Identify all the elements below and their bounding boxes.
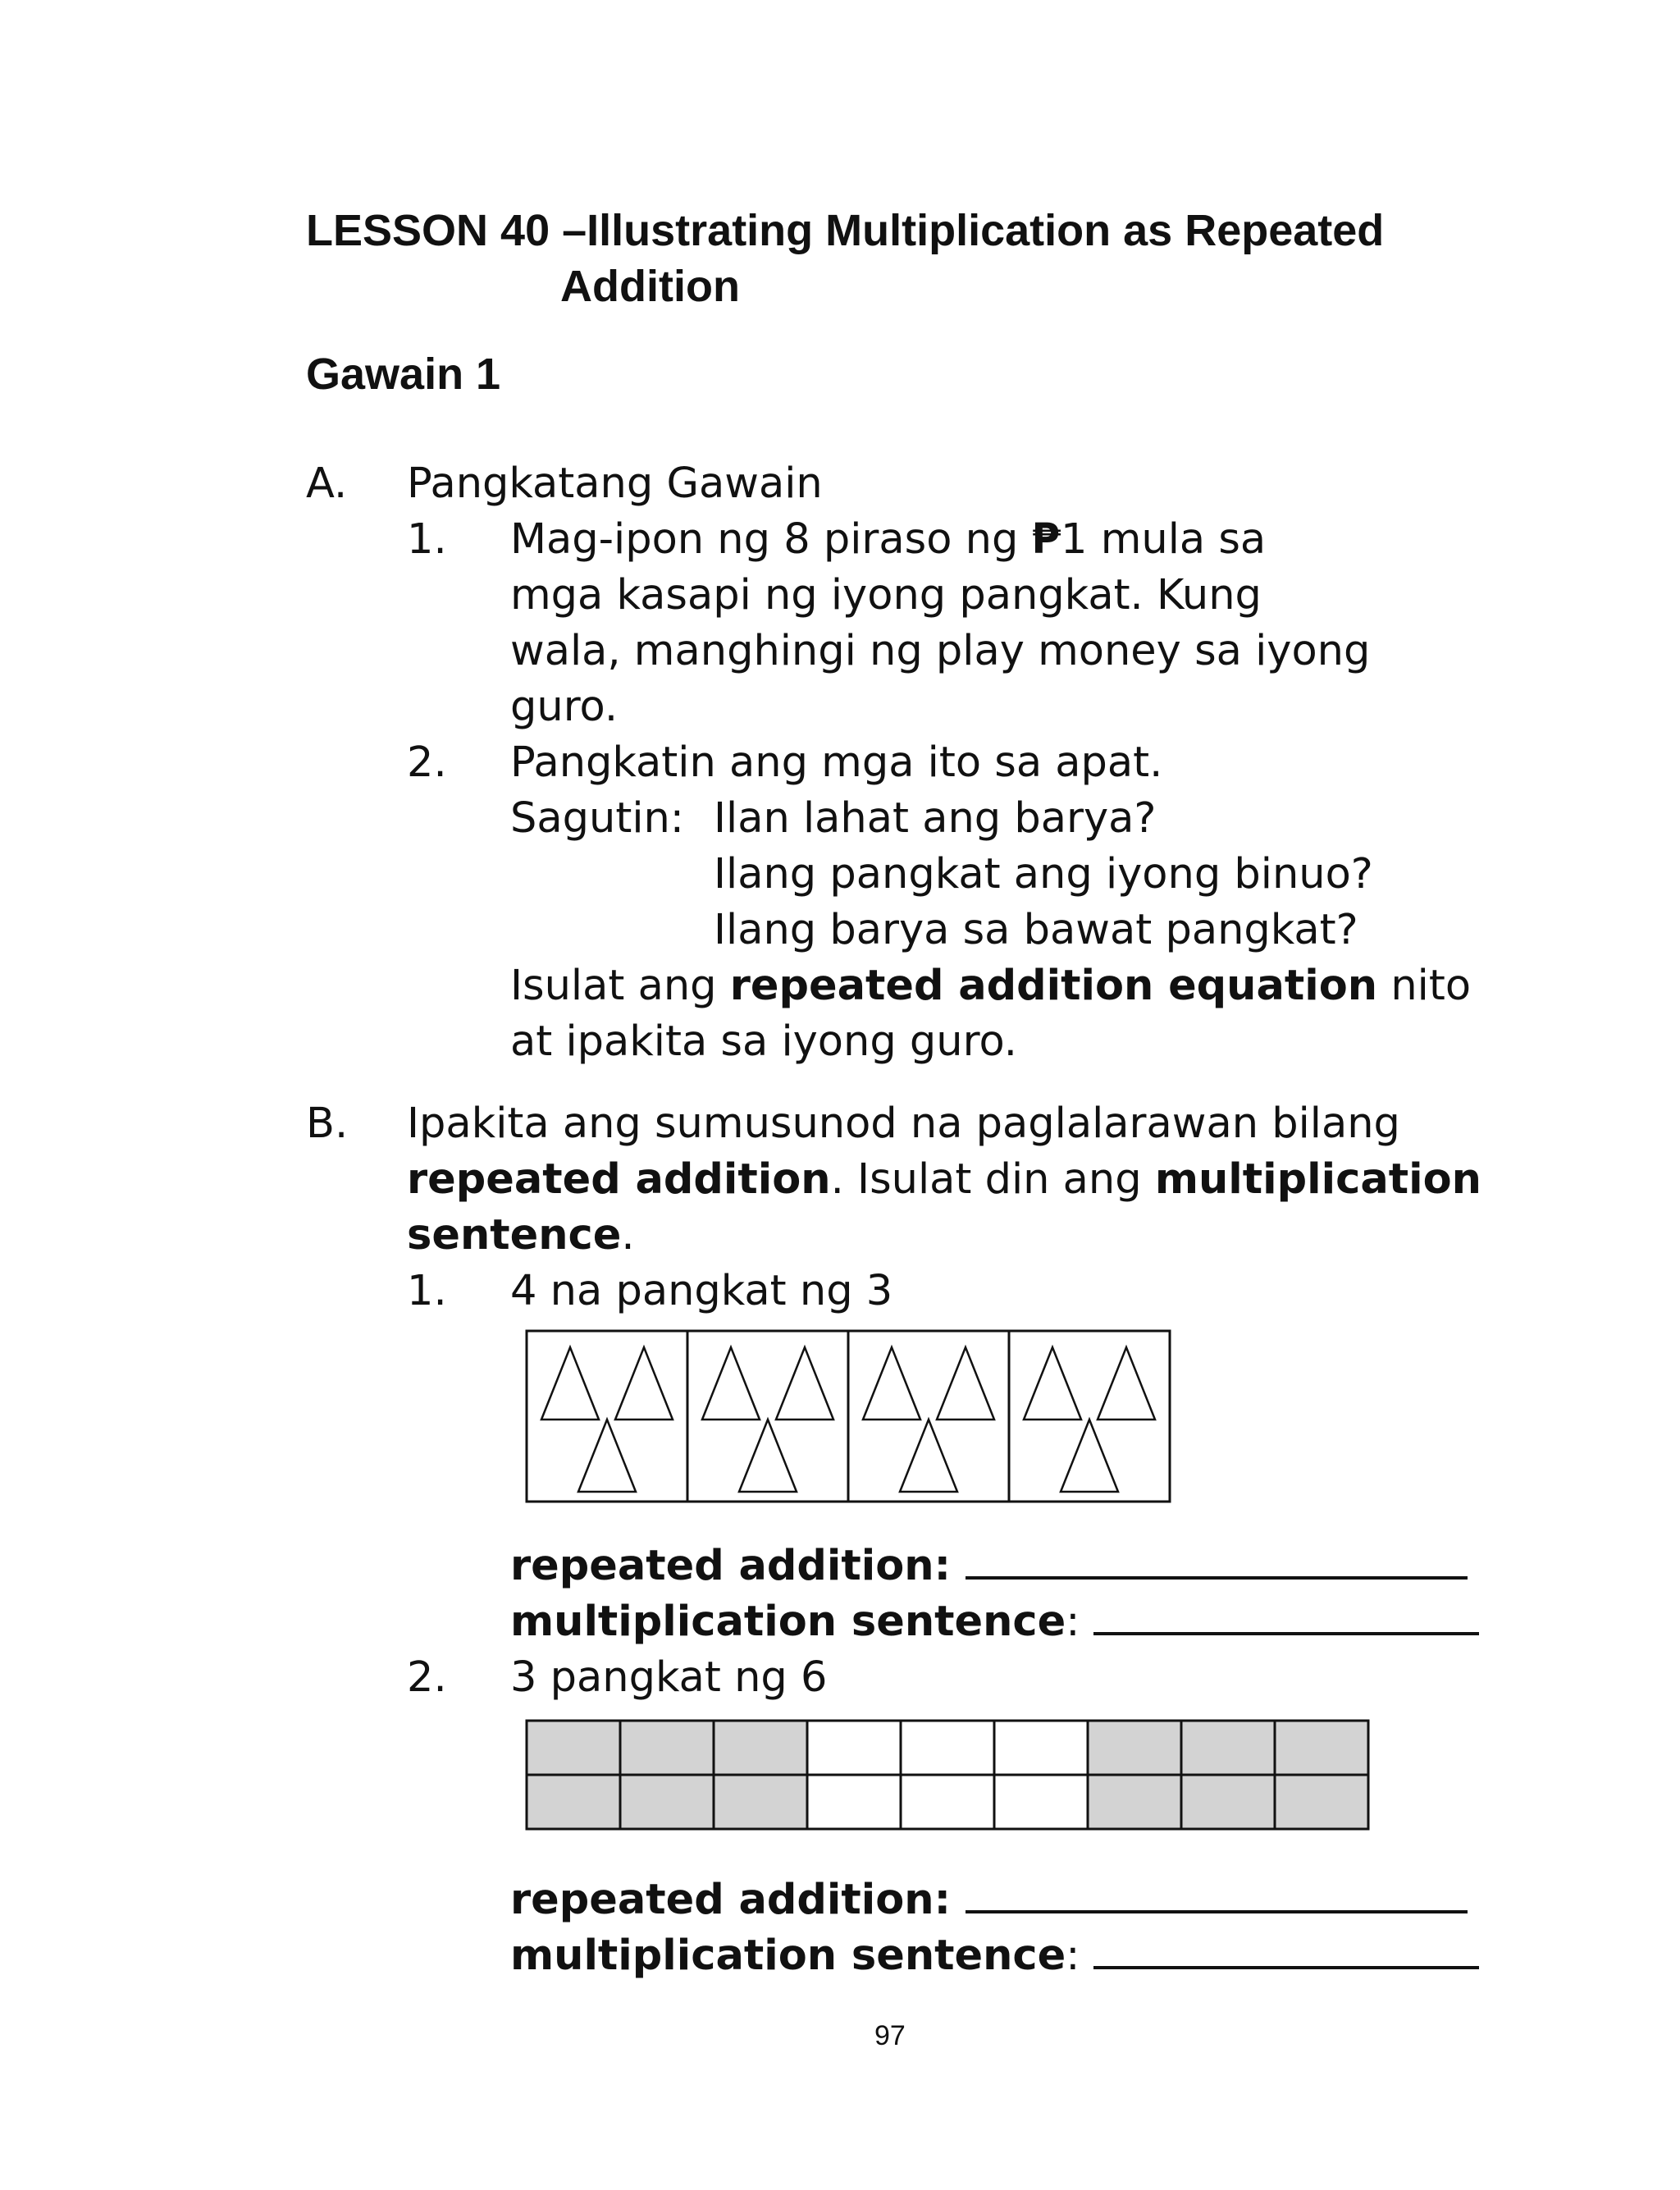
group-square: [1275, 1721, 1368, 1775]
item-b1-marker: 1.: [407, 1267, 447, 1315]
section-b-bold3: sentence: [407, 1211, 622, 1260]
section-b-mid: . Isulat din ang: [830, 1155, 1155, 1204]
item-b2-marker: 2.: [407, 1653, 447, 1702]
item-b1-mult-row: [510, 1594, 1479, 1650]
lesson-title-line2: Addition: [560, 262, 740, 311]
triangle-icon: [578, 1420, 636, 1492]
group-square: [901, 1721, 994, 1775]
write-bold: repeated addition equation: [729, 962, 1378, 1010]
item-b1-repeated-label: repeated addition:: [510, 1542, 951, 1590]
group-square: [901, 1775, 994, 1829]
sagutin-label: Sagutin:: [510, 794, 684, 843]
group-square: [1088, 1721, 1181, 1775]
group-square: [620, 1721, 714, 1775]
item-b2-mult-blank[interactable]: [1093, 1966, 1479, 1969]
group-square: [1275, 1775, 1368, 1829]
activity-title: Gawain 1: [306, 350, 501, 399]
group-square: [1088, 1775, 1181, 1829]
section-a-heading: Pangkatang Gawain: [407, 459, 823, 508]
question-3: Ilang barya sa bawat pangkat?: [714, 906, 1358, 954]
section-b-end: .: [621, 1211, 635, 1260]
group-box: [1009, 1331, 1170, 1502]
write-instruction-line2: at ipakita sa iyong guro.: [510, 1017, 1017, 1066]
triangle-groups-figure: [525, 1329, 1173, 1503]
group-square: [807, 1775, 901, 1829]
item-a1-line1: [510, 512, 1266, 568]
triangle-icon: [776, 1347, 833, 1420]
item-b2-mult-colon: :: [1066, 1932, 1080, 1980]
item-a2-line1: Pangkatin ang mga ito sa apat.: [510, 738, 1163, 787]
section-b-line2: [407, 1152, 1481, 1208]
item-b1-label: 4 na pangkat ng 3: [510, 1267, 893, 1315]
section-a-marker: A.: [306, 459, 348, 508]
group-square: [714, 1721, 807, 1775]
page-number: 97: [874, 2020, 906, 2051]
group-box: [687, 1331, 848, 1502]
write-post: nito: [1377, 962, 1472, 1010]
group-square: [527, 1775, 620, 1829]
triangle-icon: [863, 1347, 920, 1420]
triangle-icon: [739, 1420, 797, 1492]
item-b2-label: 3 pangkat ng 6: [510, 1653, 828, 1702]
item-b2-repeated-label: repeated addition:: [510, 1876, 951, 1924]
item-a1-line4: guro.: [510, 683, 619, 731]
square-groups-figure: [525, 1719, 1370, 1831]
section-b-line1: Ipakita ang sumusunod na paglalarawan bilang: [407, 1100, 1400, 1148]
question-2: Ilang pangkat ang iyong binuo?: [714, 850, 1373, 898]
group-square: [994, 1775, 1088, 1829]
item-b2-repeated-blank[interactable]: [966, 1910, 1468, 1913]
section-b-line3: [407, 1208, 635, 1264]
triangle-icon: [615, 1347, 673, 1420]
item-b1-mult-colon: :: [1066, 1598, 1080, 1646]
group-square: [1181, 1721, 1275, 1775]
group-square: [714, 1775, 807, 1829]
item-b2-mult-label: multiplication sentence: [510, 1932, 1066, 1980]
triangle-icon: [900, 1420, 957, 1492]
write-instruction: [510, 958, 1471, 1014]
group-square: [527, 1721, 620, 1775]
question-1: Ilan lahat ang barya?: [714, 794, 1157, 843]
section-b-bold1: repeated addition: [407, 1155, 831, 1204]
write-pre: Isulat ang: [510, 962, 730, 1010]
group-box: [848, 1331, 1009, 1502]
section-b-marker: B.: [306, 1100, 349, 1148]
group-square: [807, 1721, 901, 1775]
item-a1-line1-pre: Mag-ipon ng 8 piraso ng: [510, 515, 1032, 564]
triangle-icon: [937, 1347, 994, 1420]
item-a1-marker: 1.: [407, 515, 447, 564]
group-square: [994, 1721, 1088, 1775]
group-box: [527, 1331, 687, 1502]
group-square: [620, 1775, 714, 1829]
item-a2-marker: 2.: [407, 738, 447, 787]
lesson-title-line1: LESSON 40 –Illustrating Multiplication as Repeated: [306, 206, 1385, 255]
item-b2-mult-row: [510, 1928, 1479, 1984]
triangle-icon: [1098, 1347, 1155, 1420]
item-a1-line1-post: 1 mula sa: [1061, 515, 1267, 564]
triangle-icon: [1061, 1420, 1118, 1492]
triangle-icon: [541, 1347, 599, 1420]
section-b-bold2: multiplication: [1154, 1155, 1481, 1204]
item-b2-repeated-row: [510, 1872, 1468, 1928]
triangle-icon: [702, 1347, 760, 1420]
item-b1-mult-blank[interactable]: [1093, 1632, 1479, 1635]
item-a1-line2: mga kasapi ng iyong pangkat. Kung: [510, 571, 1262, 620]
item-b1-mult-label: multiplication sentence: [510, 1598, 1066, 1646]
item-a1-line3: wala, manghingi ng play money sa iyong: [510, 627, 1371, 675]
peso-sign: ₱: [1031, 515, 1061, 564]
triangle-icon: [1024, 1347, 1081, 1420]
item-b1-repeated-blank[interactable]: [966, 1576, 1468, 1580]
group-square: [1181, 1775, 1275, 1829]
item-b1-repeated-row: [510, 1538, 1468, 1594]
